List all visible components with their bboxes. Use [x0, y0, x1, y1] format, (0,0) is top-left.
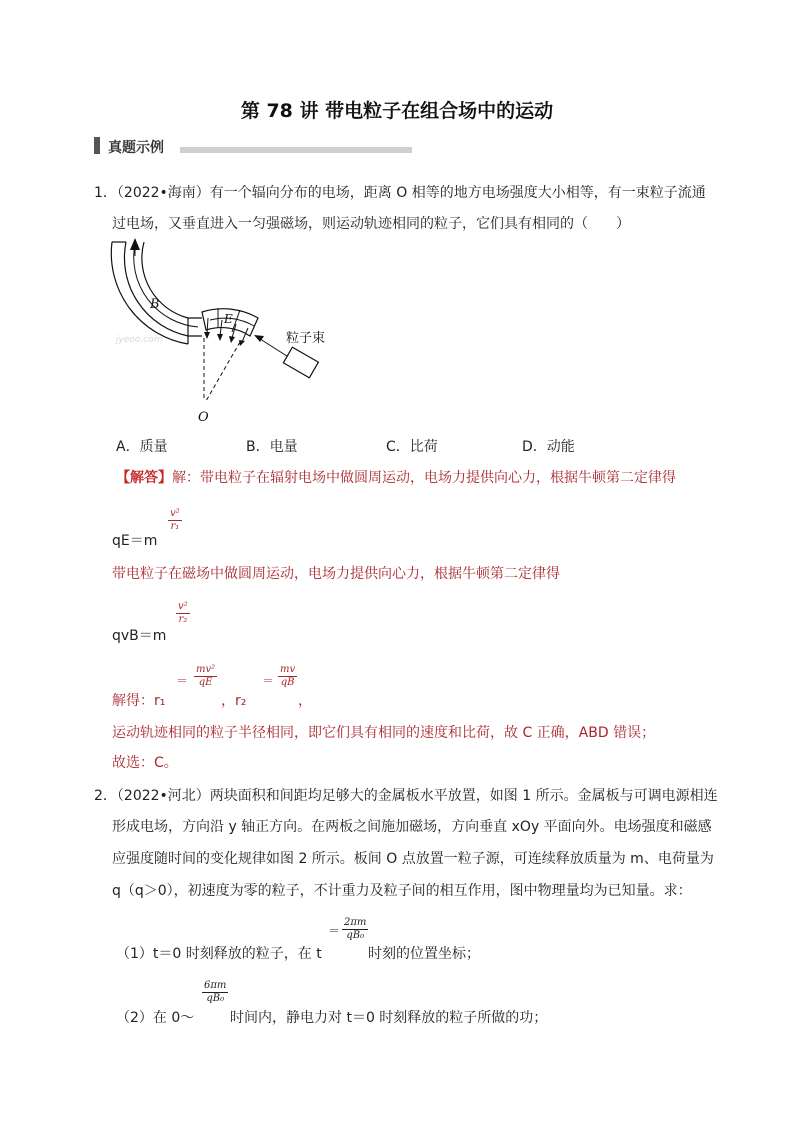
q1-option-d: D．动能: [522, 439, 575, 455]
q1-stem-line-1: 1．（2022•海南）有一个辐向分布的电场，距离 O 相等的地方电场强度大小相等，有一束粒子流通: [94, 185, 706, 201]
q2-sub1-den: qB₀: [346, 930, 365, 941]
section-marker: [94, 137, 100, 154]
result-2-fraction: [278, 664, 297, 689]
q1-option-b: B．电量: [246, 439, 298, 455]
q2-sub1-fraction: [342, 917, 368, 942]
label-O: O: [198, 410, 209, 425]
q2-sub2-suffix: 时间内，静电力对 t＝0 时刻释放的粒子所做的功；: [230, 1010, 548, 1026]
solution-text-1: 解：带电粒子在辐射电场中做圆周运动，电场力提供向心力，根据牛顿第二定律得: [172, 470, 676, 486]
q2-stem-line-4: q（q＞0），初速度为零的粒子，不计重力及粒子间的相互作用，图中物理量均为已知量。求：: [112, 883, 692, 899]
q2-sub2-den: qB₀: [206, 993, 225, 1004]
q1-solution-line-2: 带电粒子在磁场中做圆周运动，电场力提供向心力，根据牛顿第二定律得: [112, 566, 560, 582]
eq1-lhs: qE＝m: [112, 533, 158, 549]
q1-option-a: A．质量: [116, 439, 168, 455]
beam-label: 粒子束: [286, 331, 326, 346]
result-1-den: qE: [198, 677, 213, 688]
section-divider: [180, 147, 412, 153]
eq1-fraction: [168, 508, 182, 533]
eq1-den: r₁: [170, 521, 180, 532]
q1-figure: [94, 236, 344, 428]
eq2-den: r₂: [178, 614, 188, 625]
q1-solution-line-1: [116, 467, 676, 487]
result-1-num: mv²: [196, 664, 216, 675]
label-B: B: [150, 297, 160, 312]
q2-stem-line-2: 形成电场，方向沿 y 轴正方向。在两板之间施加磁场，方向垂直 xOy 平面向外。电场强度和磁感: [112, 819, 712, 835]
q1-solution-line-4: 故选：C。: [112, 755, 178, 771]
section-heading: 真题示例: [108, 140, 164, 156]
eq2-lhs: qvB＝m: [112, 628, 167, 644]
result-suffix: ，: [298, 693, 312, 709]
q2-sub1-num: 2πm: [344, 917, 367, 928]
page-title: 第 78 讲 带电粒子在组合场中的运动: [240, 100, 554, 122]
solution-tag: 【解答】: [116, 470, 172, 486]
q2-sub1-prefix: （1）t＝0 时刻释放的粒子，在 t: [116, 946, 322, 962]
q2-sub2-fraction: [202, 980, 228, 1005]
result-mid: ，r₂: [221, 693, 247, 709]
q2-sub2-num: 6πm: [204, 980, 227, 991]
eq1-num: v²: [170, 508, 180, 519]
q1-option-c: C．比荷: [386, 439, 438, 455]
q1-stem-line-2: 过电场，又垂直进入一匀强磁场，则运动轨迹相同的粒子，它们具有相同的（ ）: [112, 216, 630, 232]
label-E: E: [224, 312, 233, 326]
q2-stem-line-1: 2．（2022•河北）两块面积和间距均足够大的金属板水平放置，如图 1 所示。金属板与可调电源相连: [94, 788, 718, 804]
q2-sub1-eq: ＝: [328, 924, 341, 938]
q2-stem-line-3: 应强度随时间的变化规律如图 2 所示。板间 O 点放置一粒子源，可连续释放质量为 m、电荷量为: [112, 851, 714, 867]
particle-source: [283, 347, 318, 378]
q1-solution-line-3: 运动轨迹相同的粒子半径相同，即它们具有相同的速度和比荷，故 C 正确，ABD 错误；: [112, 725, 656, 741]
q2-sub2-prefix: （2）在 0～: [116, 1010, 195, 1026]
eq2-num: v²: [178, 601, 188, 612]
result-2-den: qB: [280, 677, 295, 688]
result-1-fraction: [194, 664, 217, 689]
watermark: jyeoo.com: [116, 335, 163, 345]
q2-sub1-suffix: 时刻的位置坐标；: [368, 946, 480, 962]
radius-line-2: [206, 342, 240, 401]
eq2-fraction: [176, 601, 190, 626]
result-2-num: mv: [280, 664, 296, 675]
result-1-eq: ＝: [176, 674, 189, 688]
result-prefix: 解得：r₁: [112, 693, 166, 709]
result-2-eq: ＝: [262, 674, 275, 688]
